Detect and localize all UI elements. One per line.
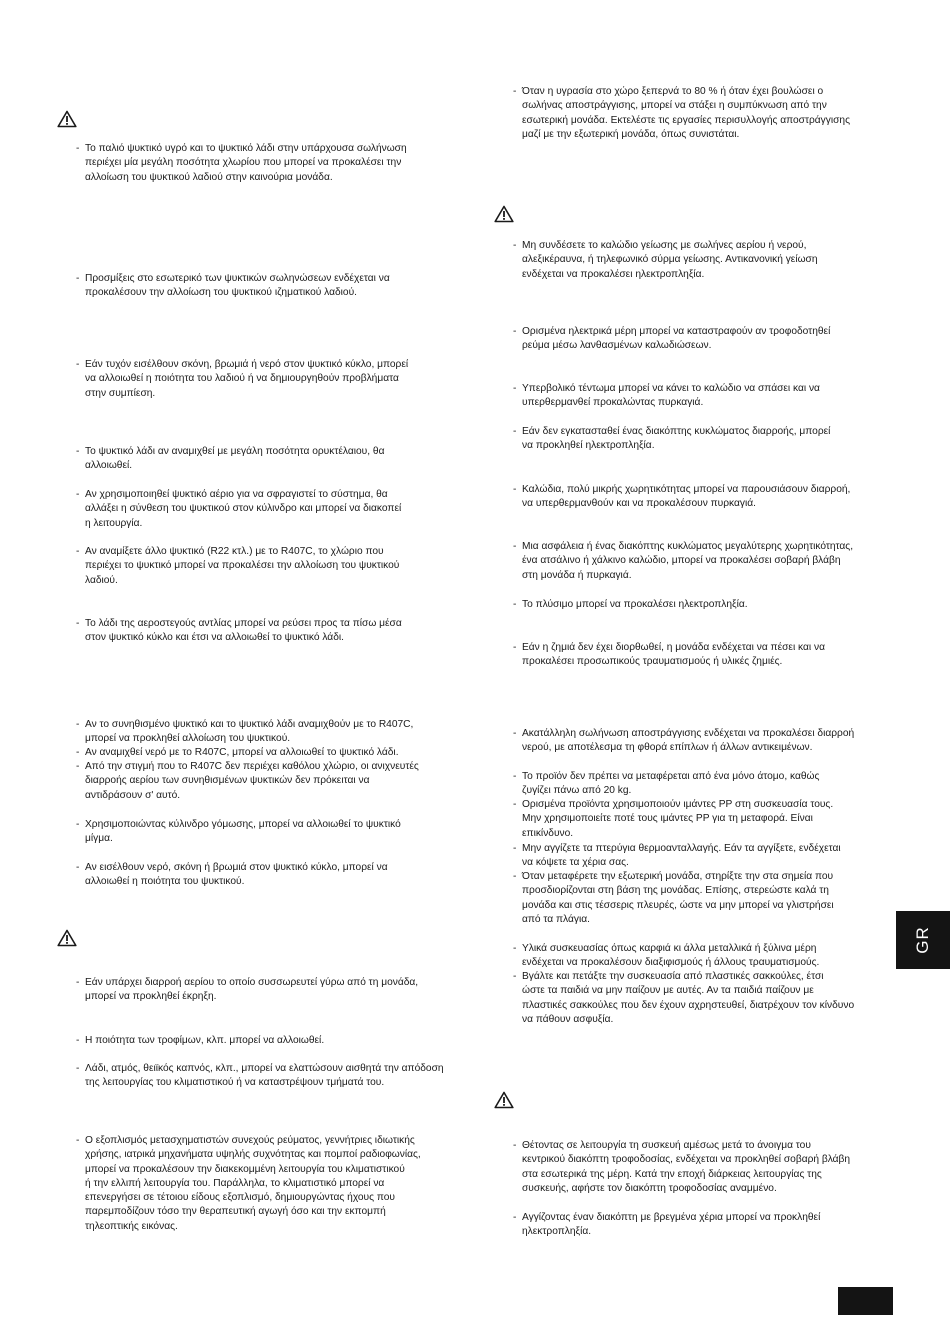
right-item: - Υλικά συσκευασίας όπως καρφιά κι άλλα μεταλλικά ή ξύλινα μέρη ενδέχεται να προκαλέσουν διαξιφισμούς ή άλλους τραυματισμούς.: [513, 942, 893, 971]
text-line: περιέχει μία μεγάλη ποσότητα χλωρίου που μπορεί να προκαλέσει την: [85, 157, 402, 169]
page-number-box: [838, 1287, 893, 1315]
text-line: ηλεκτροπληξία.: [522, 1226, 592, 1238]
right-item: - Ορισμένα προϊόντα χρησιμοποιούν ιμάντες PP στη συσκευασία τους. Μην χρησιμοποιείτε ποτέ τους ιμάντες PP για τη μεταφορά. Είναι επικίνδυνο.: [513, 798, 893, 841]
text-line: προσδιορίζονται στη βάση της μονάδας. Επίσης, στερεώστε καλά τη: [522, 885, 829, 897]
text-line: στον ψυκτικό κύκλο και έτσι να αλλοιωθεί το ψυκτικό λάδι.: [85, 632, 344, 644]
text-line: Αν χρησιμοποιηθεί ψυκτικό αέριο για να σφραγιστεί το σύστημα, θα: [85, 489, 388, 500]
text-line: λαδιού.: [85, 574, 118, 586]
right-item: - Υπερβολικό τέντωμα μπορεί να κάνει το καλώδιο να σπάσει και να υπερθερμανθεί προκαλώντας πυρκαγιά.: [513, 382, 893, 411]
right-item: - Μη συνδέσετε το καλώδιο γείωσης με σωλήνες αερίου ή νερού, αλεξικέραυνα, ή τηλεφωνικό σύρμα γείωσης. Αντικανονική γείωση ενδέχεται να προκαλέσει ηλεκτροπληξία.: [513, 239, 893, 282]
text-line: Βγάλτε και πετάξτε την συσκευασία από πλαστικές σακκούλες, έτσι: [522, 971, 824, 982]
right-item: - Ακατάλληλη σωλήνωση αποστράγγισης ενδέχεται να προκαλέσει διαρροή νερού, με αποτέλεσμα τη φθορά επίπλων ή άλλων αντικειμένων.: [513, 727, 893, 756]
text-line: νερού, με αποτέλεσμα τη φθορά επίπλων ή άλλων αντικειμένων.: [522, 742, 813, 754]
text-line: διαρροής αερίου των συνηθισμένων ψυκτικών δεν πρόκειται να: [85, 775, 370, 787]
left-item: - Η ποιότητα των τροφίμων, κλπ. μπορεί να αλλοιωθεί.: [76, 1034, 456, 1048]
left-item: - Αν αναμίξετε άλλο ψυκτικό (R22 κτλ.) με το R407C, το χλώριο που περιέχει το ψυκτικό μπορεί να προκαλέσει την αλλοίωση του ψυκτικού λαδιού.: [76, 545, 456, 588]
left-item: - Το παλιό ψυκτικό υγρό και το ψυκτικό λάδι στην υπάρχουσα σωλήνωση περιέχει μία μεγάλη ποσότητα χλωρίου που μπορεί να προκαλέσει την αλλοίωση του ψυκτικού λαδιού στην καινούρια μονάδα.: [76, 142, 456, 185]
right-item: - Όταν μεταφέρετε την εξωτερική μονάδα, στηρίξτε την στα σημεία που προσδιορίζονται στη βάση της μονάδας. Επίσης, στερεώστε καλά τη μονάδα και στις τέσσερις πλευρές, ώστε να μην μπορεί να γλιστρήσει από τα πλάγια.: [513, 870, 893, 927]
text-line: εσωτερική μονάδα. Εκτελέστε τις εργασίες περισυλλογής αποστράγγισης: [522, 114, 850, 126]
text-line: κεντρικού διακόπτη τροφοδοσίας, ενδέχεται να προκληθεί σοβαρή βλάβη: [522, 1154, 851, 1166]
left-item: - Αν χρησιμοποιηθεί ψυκτικό αέριο για να σφραγιστεί το σύστημα, θα αλλάξει η σύνθεση του ψυκτικού στον κύλινδρο και μπορεί να διακοπεί η λειτουργία.: [76, 488, 456, 531]
right-item: - Ορισμένα ηλεκτρικά μέρη μπορεί να καταστραφούν αν τροφοδοτηθεί ρεύμα μέσω λανθασμένων καλωδιώσεων.: [513, 325, 893, 354]
text-line: αλλοιωθεί η ποιότητα του ψυκτικού.: [85, 876, 245, 888]
warning-triangle-icon: [57, 929, 77, 947]
text-line: Μην αγγίζετε τα πτερύγια θερμοανταλλαγής. Εάν τα αγγίξετε, ενδέχεται: [522, 843, 841, 854]
left-item: - Εάν υπάρχει διαρροή αερίου το οποίο συσσωρευτεί γύρω από τη μονάδα, μπορεί να προκληθεί έκρηξη.: [76, 976, 456, 1005]
text-line: Το παλιό ψυκτικό υγρό και το ψυκτικό λάδι στην υπάρχουσα σωλήνωση: [85, 143, 407, 154]
text-line: ζυγίζει πάνω από 20 kg.: [522, 785, 632, 797]
right-item: - Εάν δεν εγκατασταθεί ένας διακόπτης κυκλώματος διαρροής, μπορεί να προκληθεί ηλεκτροπληξία.: [513, 425, 893, 454]
text-line: ενδέχεται να προκαλέσουν διαξιφισμούς ή άλλους τραυματισμούς.: [522, 957, 820, 969]
text-line: μίγμα.: [85, 833, 113, 845]
text-line: να πάθουν ασφυξία.: [522, 1013, 614, 1025]
text-line: προκαλέσει προσωπικούς τραυματισμούς ή υλικές ζημιές.: [522, 656, 783, 668]
right-item: - Εάν η ζημιά δεν έχει διορθωθεί, η μονάδα ενδέχεται να πέσει και να προκαλέσει προσωπικούς τραυματισμούς ή υλικές ζημιές.: [513, 641, 893, 670]
text-line: Μην χρησιμοποιείτε ποτέ τους ιμάντες PP για τη μεταφορά. Είναι: [522, 813, 813, 825]
text-line: Όταν η υγρασία στο χώρο ξεπερνά το 80 % ή όταν έχει βουλώσει ο: [522, 86, 824, 97]
text-line: να προκληθεί ηλεκτροπληξία.: [522, 440, 655, 452]
text-line: αλλάξει η σύνθεση του ψυκτικού στον κύλινδρο και μπορεί να διακοπεί: [85, 503, 402, 515]
left-item: - Το λάδι της αεροστεγούς αντλίας μπορεί να ρεύσει προς τα πίσω μέσα στον ψυκτικό κύκλο και έτσι να αλλοιωθεί το ψυκτικό λάδι.: [76, 617, 456, 646]
text-line: επενεργήσει σε τέτοιου είδους εξοπλισμό, δημιουργώντας ήχους που: [85, 1192, 395, 1204]
text-line: στην συμπίεση.: [85, 387, 156, 399]
text-line: η λειτουργία.: [85, 517, 143, 529]
text-line: Αγγίζοντας έναν διακόπτη με βρεγμένα χέρια μπορεί να προκληθεί: [522, 1212, 821, 1223]
text-line: πλαστικές σακκούλες που δεν έχουν αχρηστευθεί, διατρέχουν τον κίνδυνο: [522, 999, 855, 1011]
left-item: - Αν εισέλθουν νερό, σκόνη ή βρωμιά στον ψυκτικό κύκλο, μπορεί να αλλοιωθεί η ποιότητα του ψυκτικού.: [76, 861, 456, 890]
text-line: ή την ελλιπή λειτουργία του. Παράλληλα, το κλιματιστικό μπορεί να: [85, 1177, 385, 1189]
text-line: Αν αναμίξετε άλλο ψυκτικό (R22 κτλ.) με το R407C, το χλώριο που: [85, 546, 384, 557]
right-item: - Βγάλτε και πετάξτε την συσκευασία από πλαστικές σακκούλες, έτσι ώστε τα παιδιά να μην παίζουν με αυτές. Αν τα παιδιά παίζουν με πλαστικές σακκούλες που δεν έχουν αχρηστευθεί, διατρέχουν τον κίνδυνο να πάθουν ασφυξία.: [513, 970, 893, 1027]
left-item: - Από την στιγμή που το R407C δεν περιέχει καθόλου χλώριο, οι ανιχνευτές διαρροής αερίου των συνηθισμένων ψυκτικών δεν πρόκειται να αντιδράσουν σ' αυτό.: [76, 760, 456, 803]
text-line: συσκευής, αφήστε τον διακόπτη τροφοδοσίας αναμμένο.: [522, 1182, 777, 1194]
text-line: χρήσης, ιατρικά μηχανήματα υψηλής συχνότητας και πομποί ραδιοφωνίας,: [85, 1149, 421, 1161]
text-line: Ορισμένα προϊόντα χρησιμοποιούν ιμάντες PP στη συσκευασία τους.: [522, 799, 834, 810]
text-line: μπορεί να προκληθεί έκρηξη.: [85, 991, 217, 1003]
text-line: Εάν δεν εγκατασταθεί ένας διακόπτης κυκλώματος διαρροής, μπορεί: [522, 426, 831, 437]
text-line: ενδέχεται να προκαλέσει ηλεκτροπληξία.: [522, 268, 705, 280]
text-line: σωλήνας αποστράγγισης, μπορεί να στάξει η συμπύκνωση από την: [522, 100, 827, 112]
text-line: Υλικά συσκευασίας όπως καρφιά κι άλλα μεταλλικά ή ξύλινα μέρη: [522, 943, 817, 954]
text-line: ένα ατσάλινο ή χάλκινο καλώδιο, μπορεί να προκαλέσει σοβαρή βλάβη: [522, 555, 841, 567]
text-line: Το λάδι της αεροστεγούς αντλίας μπορεί να ρεύσει προς τα πίσω μέσα: [85, 618, 402, 629]
left-item: - Λάδι, ατμός, θειϊκός καπνός, κλπ., μπορεί να ελαττώσουν αισθητά την απόδοση της λειτουργίας του κλιματιστικού ή να καταστρέψουν τμήματά του.: [76, 1062, 456, 1091]
left-item: - Προσμίξεις στο εσωτερικό των ψυκτικών σωληνώσεων ενδέχεται να προκαλέσουν την αλλοίωση του ψυκτικού ιζηματικού λαδιού.: [76, 272, 456, 301]
text-line: Υπερβολικό τέντωμα μπορεί να κάνει το καλώδιο να σπάσει και να: [522, 383, 820, 394]
right-item: - Θέτοντας σε λειτουργία τη συσκευή αμέσως μετά το άνοιγμα του κεντρικού διακόπτη τροφοδοσίας, ενδέχεται να προκληθεί σοβαρή βλάβη στα εσωτερικά της μέρη. Κατά την εποχή διάρκειας λειτουργίας της συσκευής, αφήστε τον διακόπτη τροφοδοσίας αναμμένο.: [513, 1139, 893, 1196]
text-line: Μια ασφάλεια ή ένας διακόπτης κυκλώματος μεγαλύτερης χωρητικότητας,: [522, 541, 854, 552]
text-line: ώστε τα παιδιά να μην παίζουν με αυτές. Αν τα παιδιά παίζουν με: [522, 985, 814, 997]
text-line: παρεμποδίζουν τόσο την θεραπευτική αγωγή όσο και την εκπομπή: [85, 1206, 386, 1218]
text-line: Αν αναμιχθεί νερό με το R407C, μπορεί να αλλοιωθεί το ψυκτικό λάδι.: [85, 747, 399, 758]
text-line: προκαλέσουν την αλλοίωση του ψυκτικού ιζηματικού λαδιού.: [85, 287, 357, 299]
text-line: Εάν η ζημιά δεν έχει διορθωθεί, η μονάδα ενδέχεται να πέσει και να: [522, 642, 825, 653]
text-line: ρεύμα μέσω λανθασμένων καλωδιώσεων.: [522, 340, 712, 352]
text-line: Το προϊόν δεν πρέπει να μεταφέρεται από ένα μόνο άτομο, καθώς: [522, 771, 820, 782]
text-line: μπορεί να προκαλέσουν την διακεκομμένη λειτουργία του κλιματιστικού: [85, 1163, 405, 1175]
text-line: μαζί με την εξωτερική μονάδα, όπως συνιστάται.: [522, 128, 740, 140]
text-line: Το ψυκτικό λάδι αν αναμιχθεί με μεγάλη ποσότητα ορυκτέλαιου, θα: [85, 446, 385, 457]
right-item: - Το πλύσιμο μπορεί να προκαλέσει ηλεκτροπληξία.: [513, 598, 893, 612]
text-line: Ακατάλληλη σωλήνωση αποστράγγισης ενδέχεται να προκαλέσει διαρροή: [522, 728, 855, 739]
text-line: Αν το συνηθισμένο ψυκτικό και το ψυκτικό λάδι αναμιχθούν με το R407C,: [85, 719, 414, 730]
text-line: να κόψετε τα χέρια σας.: [522, 857, 629, 869]
warning-triangle-icon: [57, 110, 77, 128]
left-item: - Αν αναμιχθεί νερό με το R407C, μπορεί να αλλοιωθεί το ψυκτικό λάδι.: [76, 746, 456, 760]
left-item: - Ο εξοπλισμός μετασχηματιστών συνεχούς ρεύματος, γεννήτριες ιδιωτικής χρήσης, ιατρικά μηχανήματα υψηλής συχνότητας και πομποί ραδιοφωνίας, μπορεί να προκαλέσουν την διακεκομμένη λειτουργία του κλιματιστικού ή την ελλιπή λειτουργία του. Παράλληλα, το κλιματιστικό μπορεί να επενεργήσει σε τέτοιου είδους εξοπλισμό, δημιουργώντας ήχους που παρεμποδίζουν τόσο την θεραπευτική αγωγή όσο και την εκπομπή τηλεοπτικής εικόνας.: [76, 1134, 456, 1234]
text-line: μπορεί να προκληθεί αλλοίωση του ψυκτικού.: [85, 733, 291, 745]
text-line: στη μονάδα ή πυρκαγιά.: [522, 569, 632, 581]
right-item: - Μην αγγίζετε τα πτερύγια θερμοανταλλαγής. Εάν τα αγγίξετε, ενδέχεται να κόψετε τα χέρια σας.: [513, 842, 893, 871]
left-item: - Εάν τυχόν εισέλθουν σκόνη, βρωμιά ή νερό στον ψυκτικό κύκλο, μπορεί να αλλοιωθεί η ποιότητα του λαδιού ή να δημιουργηθούν προβλήματα στην συμπίεση.: [76, 358, 456, 401]
text-line: Λάδι, ατμός, θειϊκός καπνός, κλπ., μπορεί να ελαττώσουν αισθητά την απόδοση: [85, 1063, 444, 1074]
text-line: μονάδα και στις τέσσερις πλευρές, ώστε να μην μπορεί να γλιστρήσει: [522, 899, 834, 911]
right-item: - Όταν η υγρασία στο χώρο ξεπερνά το 80 % ή όταν έχει βουλώσει ο σωλήνας αποστράγγισης, μπορεί να στάξει η συμπύκνωση από την εσωτερική μονάδα. Εκτελέστε τις εργασίες περισυλλογής αποστράγγισης μαζί με την εξωτερική μονάδα, όπως συνιστάται.: [513, 85, 893, 142]
text-line: Χρησιμοποιώντας κύλινδρο γόμωσης, μπορεί να αλλοιωθεί το ψυκτικό: [85, 819, 401, 830]
right-item: - Το προϊόν δεν πρέπει να μεταφέρεται από ένα μόνο άτομο, καθώς ζυγίζει πάνω από 20 kg.: [513, 770, 893, 799]
text-line: να αλλοιωθεί η ποιότητα του λαδιού ή να δημιουργηθούν προβλήματα: [85, 373, 399, 385]
text-line: στα εσωτερικά της μέρη. Κατά την εποχή διάρκειας λειτουργίας της: [522, 1168, 822, 1180]
text-line: Ορισμένα ηλεκτρικά μέρη μπορεί να καταστραφούν αν τροφοδοτηθεί: [522, 326, 831, 337]
left-item: - Το ψυκτικό λάδι αν αναμιχθεί με μεγάλη ποσότητα ορυκτέλαιου, θα αλλοιωθεί.: [76, 445, 456, 474]
text-line: Εάν υπάρχει διαρροή αερίου το οποίο συσσωρευτεί γύρω από τη μονάδα,: [85, 977, 419, 988]
language-tab-label: GR: [913, 926, 932, 954]
text-line: υπερθερμανθεί προκαλώντας πυρκαγιά.: [522, 397, 704, 409]
text-line: από τα πλάγια.: [522, 913, 590, 925]
text-line: της λειτουργίας του κλιματιστικού ή να καταστρέψουν τμήματά του.: [85, 1077, 385, 1089]
text-line: Προσμίξεις στο εσωτερικό των ψυκτικών σωληνώσεων ενδέχεται να: [85, 273, 390, 284]
text-line: τηλεοπτικής εικόνας.: [85, 1220, 178, 1232]
text-line: αντιδράσουν σ' αυτό.: [85, 789, 181, 801]
warning-triangle-icon: [494, 1091, 514, 1109]
text-line: Από την στιγμή που το R407C δεν περιέχει καθόλου χλώριο, οι ανιχνευτές: [85, 761, 419, 772]
warning-triangle-icon: [494, 205, 514, 223]
text-line: Καλώδια, πολύ μικρής χωρητικότητας μπορεί να παρουσιάσουν διαρροή,: [522, 484, 851, 495]
text-line: περιέχει το ψυκτικό μπορεί να προκαλέσει την αλλοίωση του ψυκτικού: [85, 560, 400, 572]
text-line: Ο εξοπλισμός μετασχηματιστών συνεχούς ρεύματος, γεννήτριες ιδιωτικής: [85, 1135, 415, 1146]
text-line: Το πλύσιμο μπορεί να προκαλέσει ηλεκτροπληξία.: [522, 599, 748, 610]
text-line: Θέτοντας σε λειτουργία τη συσκευή αμέσως μετά το άνοιγμα του: [522, 1140, 811, 1151]
text-line: Αν εισέλθουν νερό, σκόνη ή βρωμιά στον ψυκτικό κύκλο, μπορεί να: [85, 862, 388, 873]
right-item: - Αγγίζοντας έναν διακόπτη με βρεγμένα χέρια μπορεί να προκληθεί ηλεκτροπληξία.: [513, 1211, 893, 1240]
text-line: επικίνδυνο.: [522, 827, 574, 839]
text-line: αλλοίωση του ψυκτικού λαδιού στην καινούρια μονάδα.: [85, 171, 333, 183]
text-line: αλεξικέραυνα, ή τηλεφωνικό σύρμα γείωσης. Αντικανονική γείωση: [522, 254, 818, 266]
text-line: Εάν τυχόν εισέλθουν σκόνη, βρωμιά ή νερό στον ψυκτικό κύκλο, μπορεί: [85, 359, 409, 370]
language-tab: [896, 911, 950, 969]
text-line: αλλοιωθεί.: [85, 460, 133, 472]
left-item: - Αν το συνηθισμένο ψυκτικό και το ψυκτικό λάδι αναμιχθούν με το R407C, μπορεί να προκληθεί αλλοίωση του ψυκτικού.: [76, 718, 456, 747]
right-item: - Καλώδια, πολύ μικρής χωρητικότητας μπορεί να παρουσιάσουν διαρροή, να υπερθερμανθούν και να προκαλέσουν πυρκαγιά.: [513, 483, 893, 512]
text-line: Μη συνδέσετε το καλώδιο γείωσης με σωλήνες αερίου ή νερού,: [522, 240, 807, 251]
text-line: Η ποιότητα των τροφίμων, κλπ. μπορεί να αλλοιωθεί.: [85, 1035, 325, 1046]
left-item: - Χρησιμοποιώντας κύλινδρο γόμωσης, μπορεί να αλλοιωθεί το ψυκτικό μίγμα.: [76, 818, 456, 847]
text-line: Όταν μεταφέρετε την εξωτερική μονάδα, στηρίξτε την στα σημεία που: [522, 871, 834, 882]
text-line: να υπερθερμανθούν και να προκαλέσουν πυρκαγιά.: [522, 498, 756, 510]
right-item: - Μια ασφάλεια ή ένας διακόπτης κυκλώματος μεγαλύτερης χωρητικότητας, ένα ατσάλινο ή χάλκινο καλώδιο, μπορεί να προκαλέσει σοβαρή βλάβη στη μονάδα ή πυρκαγιά.: [513, 540, 893, 583]
